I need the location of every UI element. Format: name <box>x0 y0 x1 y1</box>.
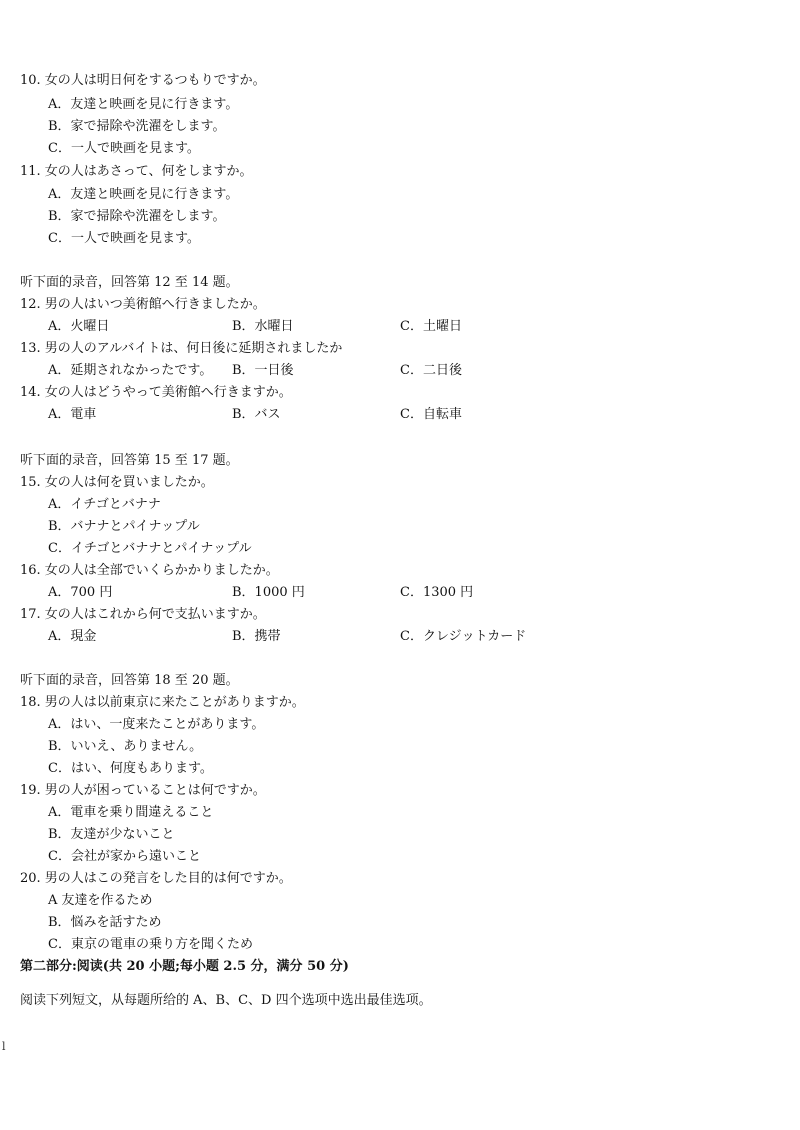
question-20-option-a: A 友達を作るため <box>48 893 153 908</box>
question-10-option-b: B．家で掃除や洗濯をします。 <box>48 119 226 134</box>
question-11-option-b: B．家で掃除や洗濯をします。 <box>48 209 226 224</box>
question-12-option-c: C．土曜日 <box>400 319 462 334</box>
question-16-option-a: A．700 円 <box>48 585 113 600</box>
question-16-option-b: B．1000 円 <box>232 585 305 600</box>
question-11-option-c: C．一人で映画を見ます。 <box>48 231 200 246</box>
question-10-option-a: A．友達と映画を見に行きます。 <box>48 97 239 112</box>
question-15-option-c: C．イチゴとバナナとパイナップル <box>48 541 252 556</box>
question-18-option-c: C．はい、何度もあります。 <box>48 761 213 776</box>
question-17-option-c: C．クレジットカード <box>400 629 527 644</box>
question-10-option-c: C．一人で映画を見ます。 <box>48 141 200 156</box>
question-11-option-a: A．友達と映画を見に行きます。 <box>48 187 239 202</box>
question-12-option-a: A．火曜日 <box>48 319 110 334</box>
question-19-option-b: B．友達が少ないこと <box>48 827 175 842</box>
question-20-option-b: B．悩みを話すため <box>48 915 162 930</box>
question-15-stem: 15. 女の人は何を買いましたか。 <box>20 475 214 490</box>
question-13-option-a: A．延期されなかったです。 <box>48 363 213 378</box>
section-heading-18-20: 听下面的录音，回答第 18 至 20 题。 <box>20 673 239 688</box>
question-18-option-b: B．いいえ、ありません。 <box>48 739 203 754</box>
question-20-option-c: C．東京の電車の乗り方を聞くため <box>48 937 253 952</box>
question-13-option-c: C．二日後 <box>400 363 462 378</box>
question-14-stem: 14. 女の人はどうやって美術館へ行きますか。 <box>20 385 292 400</box>
question-12-option-b: B．水曜日 <box>232 319 294 334</box>
question-20-stem: 20. 男の人はこの発言をした目的は何ですか。 <box>20 871 292 886</box>
section-heading-15-17: 听下面的录音，回答第 15 至 17 题。 <box>20 453 239 468</box>
question-19-stem: 19. 男の人が困っていることは何ですか。 <box>20 783 266 798</box>
question-13-stem: 13. 男の人のアルバイトは、何日後に延期されましたか <box>20 341 343 356</box>
question-13-option-b: B．一日後 <box>232 363 294 378</box>
question-17-stem: 17. 女の人はこれから何で支払いますか。 <box>20 607 266 622</box>
question-11-stem: 11. 女の人はあさって、何をしますか。 <box>20 164 253 179</box>
question-16-stem: 16. 女の人は全部でいくらかかりましたか。 <box>20 563 279 578</box>
question-17-option-b: B．携帯 <box>232 629 281 644</box>
question-18-option-a: A．はい、一度来たことがあります。 <box>48 717 265 732</box>
question-18-stem: 18. 男の人は以前東京に来たことがありますか。 <box>20 695 305 710</box>
question-19-option-a: A．電車を乗り間違えること <box>48 805 214 820</box>
question-19-option-c: C．会社が家から遠いこと <box>48 849 201 864</box>
question-14-option-b: B．バス <box>232 407 281 422</box>
part-two-heading: 第二部分:阅读(共 20 小题;每小题 2.5 分，满分 50 分) <box>20 959 349 974</box>
edge-mark: l <box>2 1040 6 1053</box>
question-15-option-b: B．バナナとパイナップル <box>48 519 200 534</box>
question-12-stem: 12. 男の人はいつ美術館へ行きましたか。 <box>20 297 266 312</box>
question-16-option-c: C．1300 円 <box>400 585 474 600</box>
question-14-option-a: A．電車 <box>48 407 97 422</box>
reading-instruction: 阅读下列短文，从每题所给的 A、B、C、D 四个选项中选出最佳选项。 <box>20 993 432 1008</box>
question-14-option-c: C．自転車 <box>400 407 462 422</box>
question-10-stem: 10. 女の人は明日何をするつもりですか。 <box>20 73 266 88</box>
section-heading-12-14: 听下面的录音，回答第 12 至 14 题。 <box>20 275 239 290</box>
question-15-option-a: A．イチゴとバナナ <box>48 497 161 512</box>
question-17-option-a: A．現金 <box>48 629 97 644</box>
